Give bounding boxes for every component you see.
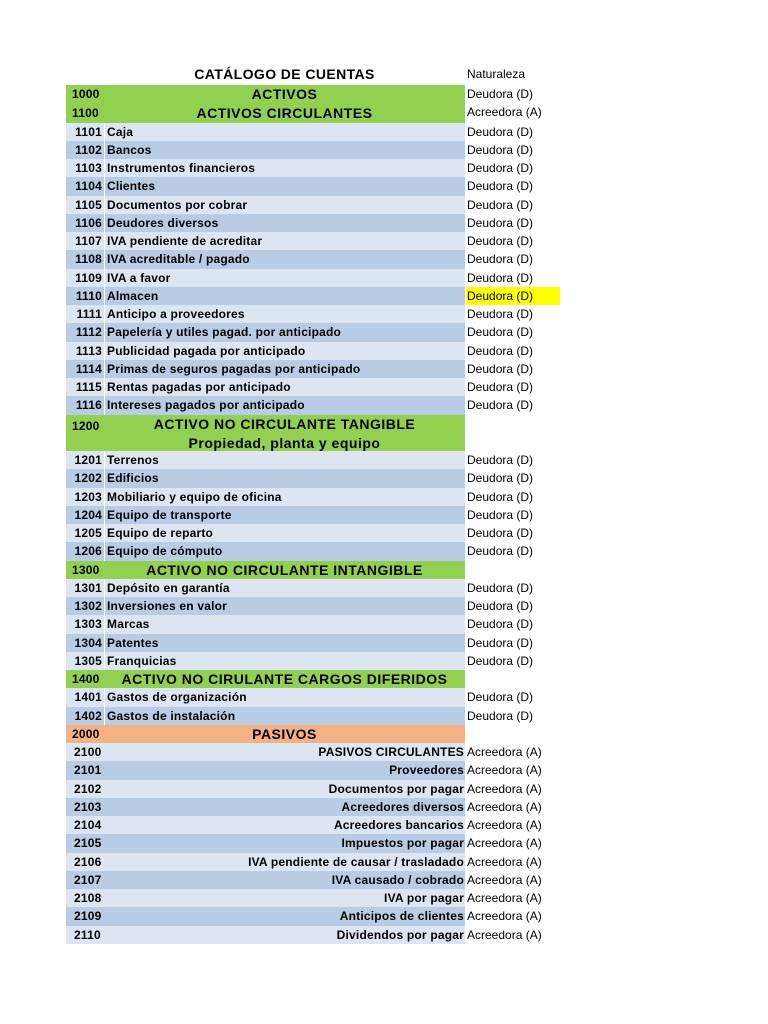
- account-nature: Deudora (D): [467, 471, 534, 486]
- account-code: 1104: [75, 179, 102, 194]
- account-code: 1303: [74, 617, 102, 632]
- account-code: 2107: [74, 872, 102, 887]
- account-nature: Deudora (D): [467, 526, 534, 541]
- account-nature: Deudora (D): [467, 307, 534, 322]
- account-row: [66, 707, 465, 725]
- account-name: Franquicias: [104, 652, 465, 670]
- account-nature: Acreedora (A): [467, 763, 542, 778]
- account-row: [66, 103, 465, 122]
- account-code: 1000: [72, 87, 100, 102]
- account-row: [66, 816, 465, 834]
- account-name: Equipo de transporte: [104, 506, 465, 524]
- account-name: Papelería y utiles pagad. por anticipado: [104, 323, 465, 341]
- account-code: 1110: [75, 288, 102, 303]
- account-row: [66, 269, 465, 287]
- account-row: [66, 415, 465, 452]
- account-row: [66, 305, 465, 323]
- account-nature: Deudora (D): [467, 234, 534, 249]
- account-name: Acreedores diversos: [341, 799, 464, 814]
- account-row: [66, 85, 465, 103]
- account-nature: Deudora (D): [467, 325, 534, 340]
- account-nature: Deudora (D): [467, 635, 534, 650]
- account-row: [66, 323, 465, 341]
- account-name: Documentos por cobrar: [104, 196, 465, 214]
- account-code: 1400: [72, 672, 100, 687]
- account-row: [66, 542, 465, 560]
- account-nature: Deudora (D): [467, 489, 534, 504]
- account-code: 1201: [74, 453, 102, 468]
- account-name: [104, 415, 465, 453]
- account-name: Depósito en garantía: [104, 579, 465, 597]
- account-name: Mobiliario y equipo de oficina: [104, 488, 465, 506]
- account-nature: Deudora (D): [467, 197, 534, 212]
- account-code: 1206: [74, 544, 102, 559]
- account-name: ACTIVOS CIRCULANTES: [196, 104, 373, 121]
- account-name: Proveedores: [389, 763, 464, 778]
- account-row: [66, 634, 465, 652]
- account-name: Publicidad pagada por anticipado: [104, 342, 465, 360]
- account-code: 2106: [74, 854, 102, 869]
- account-name: IVA acreditable / pagado: [104, 250, 465, 268]
- account-name: IVA por pagar: [384, 891, 464, 906]
- account-nature: Acreedora (A): [467, 927, 542, 942]
- account-name: Dividendos por pagar: [336, 927, 464, 942]
- account-nature: Acreedora (A): [467, 872, 542, 887]
- account-code: 1112: [75, 325, 102, 340]
- account-nature: Acreedora (A): [467, 836, 542, 851]
- account-code: 1105: [75, 197, 102, 212]
- account-code: 1113: [75, 343, 102, 358]
- account-row: [66, 889, 465, 907]
- account-nature: Deudora (D): [467, 544, 534, 559]
- account-row: [66, 451, 465, 469]
- account-code: 1401: [74, 690, 102, 705]
- account-code: 1304: [74, 635, 102, 650]
- account-nature: Deudora (D): [467, 380, 534, 395]
- account-row: [66, 250, 465, 268]
- account-code: 1103: [75, 161, 102, 176]
- account-code: 1106: [75, 215, 102, 230]
- account-name: Anticipo a proveedores: [104, 305, 465, 323]
- account-name: Primas de seguros pagadas por anticipado: [104, 360, 465, 378]
- account-row: [66, 652, 465, 670]
- account-nature: Acreedora (A): [467, 799, 542, 814]
- account-row: [66, 725, 465, 743]
- account-nature: Deudora (D): [466, 287, 560, 305]
- account-code: 2100: [74, 745, 102, 760]
- account-row: [66, 378, 465, 396]
- account-row: [66, 141, 465, 159]
- account-row: [66, 196, 465, 214]
- account-row: [66, 214, 465, 232]
- account-row: [66, 396, 465, 414]
- account-nature: Acreedora (A): [467, 781, 542, 796]
- account-nature: Deudora (D): [467, 270, 534, 285]
- account-row: [66, 871, 465, 889]
- account-row: [66, 834, 465, 852]
- account-code: 1202: [74, 471, 102, 486]
- account-name: Inversiones en valor: [104, 597, 465, 615]
- account-nature: Deudora (D): [467, 599, 534, 614]
- account-code: 1200: [72, 418, 100, 433]
- account-row: [66, 743, 465, 761]
- account-name: Clientes: [104, 177, 465, 195]
- account-row: [66, 524, 465, 542]
- account-row: [66, 761, 465, 779]
- account-row: [66, 615, 465, 633]
- account-nature: Deudora (D): [467, 252, 534, 267]
- account-name: IVA causado / cobrado: [331, 872, 464, 887]
- account-row: [66, 688, 465, 706]
- account-nature: Acreedora (A): [467, 818, 542, 833]
- account-code: 2000: [72, 726, 100, 741]
- account-code: 1109: [75, 270, 102, 285]
- account-name: Gastos de instalación: [104, 707, 465, 725]
- account-row: [66, 159, 465, 177]
- account-code: 2102: [74, 781, 102, 796]
- account-code: 2105: [74, 836, 102, 851]
- account-name: Bancos: [104, 141, 465, 159]
- account-name: ACTIVO NO CIRCULANTE INTANGIBLE: [146, 561, 423, 578]
- account-name: IVA pendiente de causar / trasladado: [248, 854, 464, 869]
- account-row: [66, 670, 465, 688]
- account-code: 1402: [74, 708, 102, 723]
- account-code: 1111: [76, 307, 102, 322]
- account-code: 1114: [75, 361, 102, 376]
- account-code: 1108: [75, 252, 102, 267]
- account-name: Equipo de cómputo: [104, 542, 465, 560]
- account-nature: Deudora (D): [467, 580, 534, 595]
- account-code: 1300: [72, 562, 100, 577]
- account-code: 1101: [75, 124, 102, 139]
- account-name: Equipo de reparto: [104, 524, 465, 542]
- account-nature: Deudora (D): [467, 617, 534, 632]
- nature-column-header: Naturaleza: [467, 67, 526, 81]
- account-name: IVA a favor: [104, 269, 465, 287]
- account-code: 1100: [72, 105, 99, 120]
- account-row: [66, 506, 465, 524]
- account-row: [66, 926, 465, 944]
- account-row: [66, 853, 465, 871]
- account-name: Edificios: [104, 469, 465, 487]
- account-nature: Acreedora (A): [467, 745, 542, 760]
- account-nature: Deudora (D): [467, 361, 534, 376]
- account-row: [66, 488, 465, 506]
- account-name: ACTIVOS: [251, 86, 318, 103]
- account-nature: Deudora (D): [467, 215, 534, 230]
- account-row: [66, 177, 465, 195]
- account-row: [66, 561, 465, 579]
- account-code: 2110: [74, 927, 101, 942]
- account-code: 1305: [74, 653, 102, 668]
- account-name: Rentas pagadas por anticipado: [104, 378, 465, 396]
- account-name: PASIVOS CIRCULANTES: [318, 745, 464, 760]
- group-title: ACTIVO NO CIRCULANTE TANGIBLE: [153, 415, 416, 432]
- account-name: Marcas: [104, 615, 465, 633]
- account-name: ACTIVO NO CIRULANTE CARGOS DIFERIDOS: [121, 671, 448, 688]
- account-code: 1205: [74, 526, 102, 541]
- account-nature: Deudora (D): [467, 161, 534, 176]
- account-row: [66, 287, 465, 305]
- account-row: [66, 579, 465, 597]
- account-name: Almacen: [104, 287, 465, 305]
- account-name: Anticipos de clientes: [339, 909, 464, 924]
- account-nature: Deudora (D): [467, 87, 534, 102]
- account-row: [66, 798, 465, 816]
- account-nature: Deudora (D): [467, 124, 534, 139]
- account-code: 1204: [74, 507, 102, 522]
- account-nature: Deudora (D): [467, 142, 534, 157]
- account-row: [66, 232, 465, 250]
- account-name: PASIVOS: [252, 725, 317, 742]
- account-code: 1302: [74, 599, 102, 614]
- account-name: Intereses pagados por anticipado: [104, 396, 465, 414]
- account-nature: Acreedora (A): [467, 105, 542, 120]
- account-name: Gastos de organización: [104, 688, 465, 706]
- account-name: Impuestos por pagar: [341, 836, 464, 851]
- account-nature: Deudora (D): [467, 398, 534, 413]
- group-subtitle: Propiedad, planta y equipo: [188, 434, 381, 451]
- account-row: [66, 342, 465, 360]
- account-code: 1301: [74, 580, 102, 595]
- account-nature: Deudora (D): [467, 179, 534, 194]
- account-code: 2101: [74, 763, 102, 778]
- account-nature: Deudora (D): [467, 690, 534, 705]
- account-row: [66, 597, 465, 615]
- account-code: 1115: [75, 380, 102, 395]
- account-nature: Acreedora (A): [467, 891, 542, 906]
- account-nature: Acreedora (A): [467, 909, 542, 924]
- account-code: 1116: [75, 398, 102, 413]
- account-name: Documentos por pagar: [328, 781, 464, 796]
- account-nature: Deudora (D): [467, 453, 534, 468]
- account-code: 2108: [74, 891, 102, 906]
- account-code: 2104: [74, 818, 102, 833]
- account-row: [66, 123, 465, 141]
- page-title: CATÁLOGO DE CUENTAS: [194, 66, 375, 82]
- account-code: 1203: [74, 489, 102, 504]
- account-name: Acreedores bancarios: [333, 818, 464, 833]
- account-name: IVA pendiente de acreditar: [104, 232, 465, 250]
- account-nature: Deudora (D): [467, 653, 534, 668]
- account-name: Deudores diversos: [104, 214, 465, 232]
- account-nature: Acreedora (A): [467, 854, 542, 869]
- account-row: [66, 780, 465, 798]
- account-name: Patentes: [104, 634, 465, 652]
- account-name: Instrumentos financieros: [104, 159, 465, 177]
- account-code: 1107: [75, 234, 102, 249]
- account-row: [66, 360, 465, 378]
- account-name: Terrenos: [104, 451, 465, 469]
- account-nature: Deudora (D): [467, 343, 534, 358]
- account-code: 2109: [74, 909, 102, 924]
- account-nature: Deudora (D): [467, 708, 534, 723]
- account-name: Caja: [104, 123, 465, 141]
- account-row: [66, 469, 465, 487]
- account-code: 1102: [75, 142, 102, 157]
- account-code: 2103: [74, 799, 102, 814]
- account-row: [66, 907, 465, 925]
- account-nature: Deudora (D): [467, 507, 534, 522]
